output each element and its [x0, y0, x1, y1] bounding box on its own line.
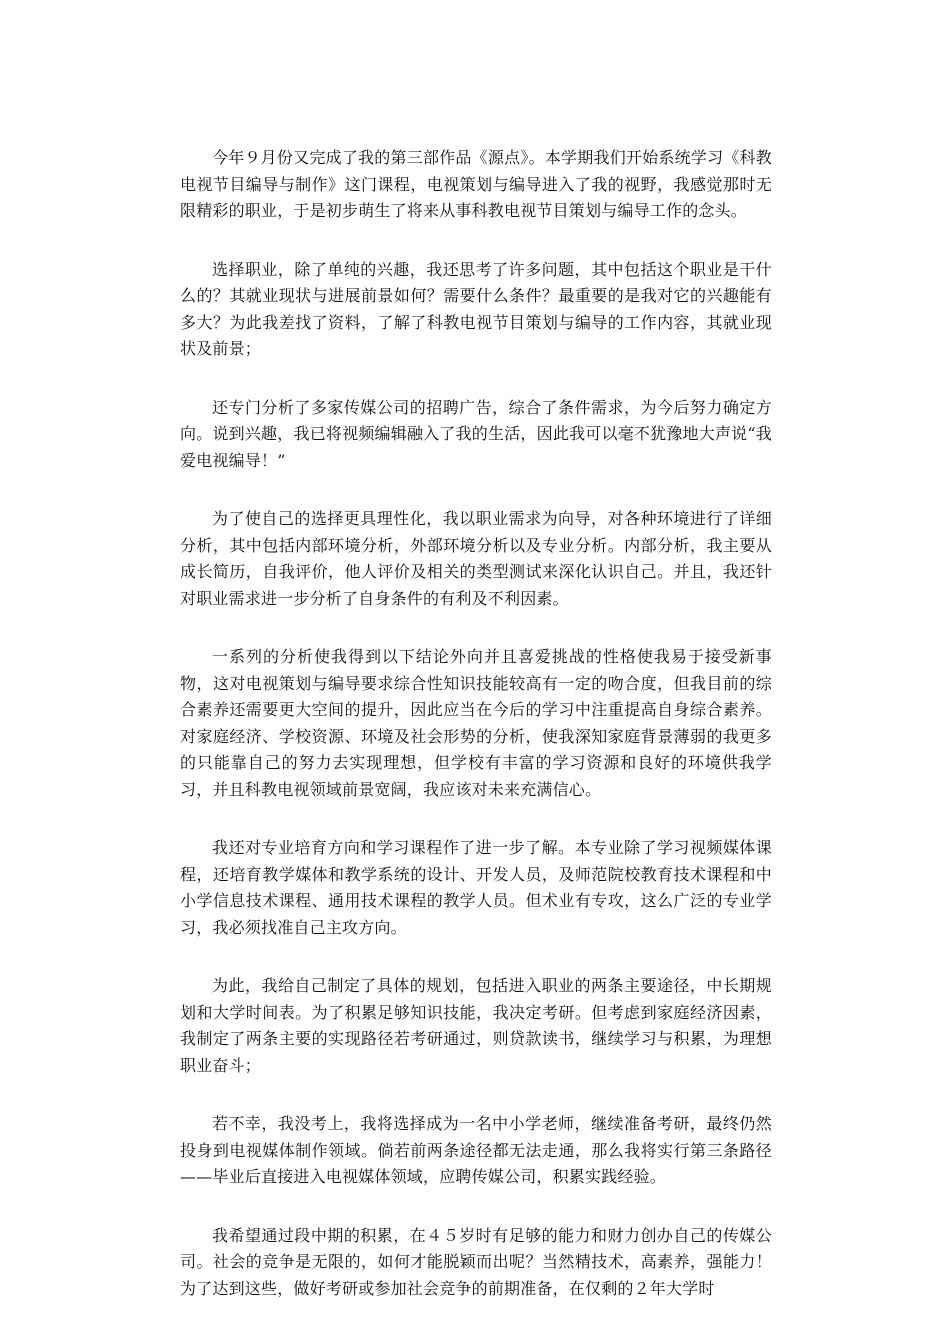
paragraph-2: 选择职业，除了单纯的兴趣，我还思考了许多问题，其中包括这个职业是干什么的？其就业现状与进展前景如何？需要什么条件？最重要的是我对它的兴趣能有多大？为此我差找了资料，了解了科教电视节目策划与编导的工作内容，其就业现状及前景；	[180, 259, 772, 358]
paragraph-8: 若不幸，我没考上，我将选择成为一名中小学老师，继续准备考研，最终仍然投身到电视媒体制作领域。倘若前两条途径都无法走通，那么我将实行第三条路径——毕业后直接进入电视媒体领域，应聘传媒公司，积累实践经验。	[180, 1114, 772, 1186]
paragraph-4: 为了使自己的选择更具理性化，我以职业需求为向导，对各种环境进行了详细分析，其中包括内部环境分析，外部环境分析以及专业分析。内部分析，我主要从成长简历，自我评价，他人评价及相关的类型测试来深化认识自己。并且，我还针对职业需求进一步分析了自身条件的有利及不利因素。	[180, 509, 772, 608]
paragraph-7: 为此，我给自己制定了具体的规划，包括进入职业的两条主要途径，中长期规划和大学时间表。为了积累足够知识技能，我决定考研。但考虑到家庭经济因素，我制定了两条主要的实现路径若考研通过，则贷款读书，继续学习与积累，为理想职业奋斗；	[180, 976, 772, 1075]
paragraph-5: 一系列的分析使我得到以下结论外向并且喜爱挑战的性格使我易于接受新事物，这对电视策划与编导要求综合性知识技能较高有一定的吻合度，但我目前的综合素养还需要更大空间的提升，因此应当在今后的学习中注重提高自身综合素养。对家庭经济、学校资源、环境及社会形势的分析，使我深知家庭背景薄弱的我更多的只能靠自己的努力去实现理想，但学校有丰富的学习资源和良好的环境供我学习，并且科教电视领域前景宽阔，我应该对未来充满信心。	[180, 647, 772, 799]
paragraph-6: 我还对专业培育方向和学习课程作了进一步了解。本专业除了学习视频媒体课程，还培育教学媒体和教学系统的设计、开发人员，及师范院校教育技术课程和中小学信息技术课程、通用技术课程的教学人员。但术业有专攻，这么广泛的专业学习，我必须找准自己主攻方向。	[180, 838, 772, 937]
document-body	[180, 145, 772, 1334]
paragraph-3: 还专门分析了多家传媒公司的招聘广告，综合了条件需求，为今后努力确定方向。说到兴趣，我已将视频编辑融入了我的生活，因此我可以毫不犹豫地大声说“我爱电视编导！”	[180, 397, 772, 470]
paragraph-1: 今年９月份又完成了我的第三部作品《源点》。本学期我们开始系统学习《科教电视节目编导与制作》这门课程，电视策划与编导进入了我的视野，我感觉那时无限精彩的职业，于是初步萌生了将来从事科教电视节目策划与编导工作的念头。	[180, 148, 772, 220]
paragraph-9: 我希望通过段中期的积累，在４５岁时有足够的能力和财力创办自己的传媒公司。社会的竞争是无限的，如何才能脱颖而出呢？当然精技术，高素养，强能力！为了达到这些，做好考研或参加社会竞争的前期准备，在仅剩的２年大学时	[180, 1225, 772, 1298]
